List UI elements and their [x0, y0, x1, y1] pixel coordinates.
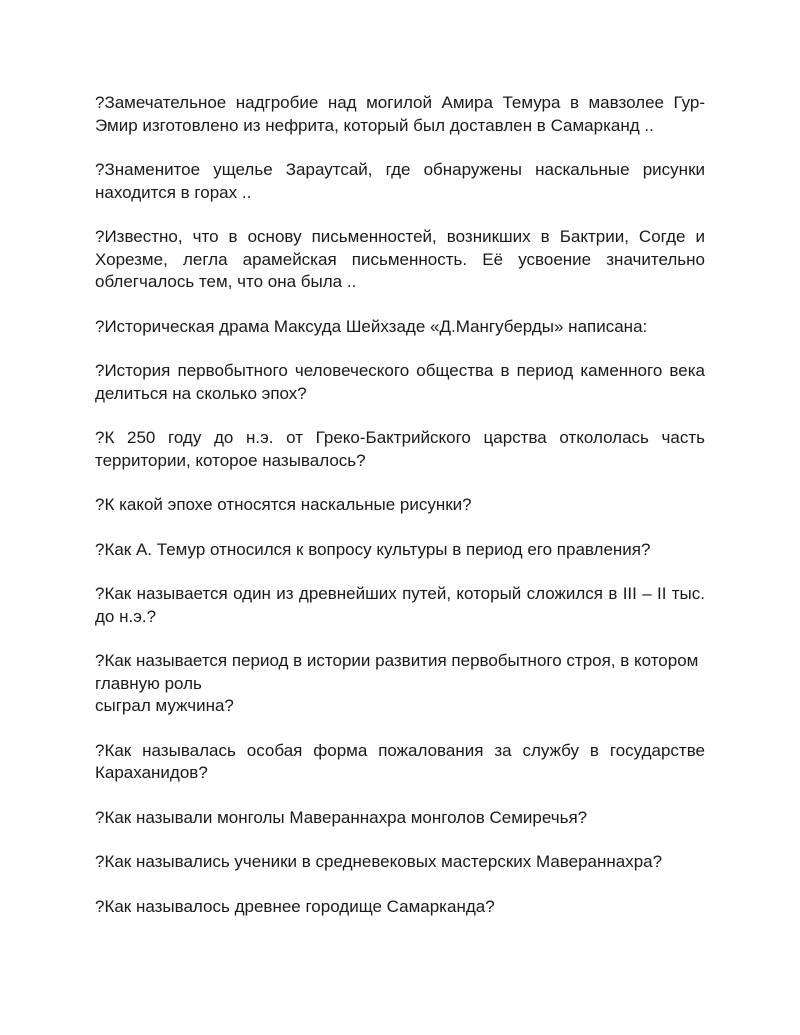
question-item: ?К какой эпохе относятся наскальные рисунки? — [95, 495, 472, 514]
question-item: ?Знаменитое ущелье Зараутсай, где обнаружены наскальные рисунки находится в горах .. — [95, 160, 705, 202]
question-item: ?Известно, что в основу письменностей, возникших в Бактрии, Согде и Хорезме, легла арамейская письменность. Её усвоение значительно облегчалось тем, что она была .. — [95, 227, 705, 291]
question-item: ?Как А. Темур относился к вопросу культуры в период его правления? — [95, 539, 651, 559]
question-item: ?Как называлась особая форма пожалования за службу в государстве Караханидов? — [95, 740, 705, 782]
question-item: ?История первобытного человеческого общества в период каменного века делиться на сколько эпох? — [95, 361, 705, 403]
question-item: ?Замечательное надгробие над могилой Амира Темура в мавзолее Гур-Эмир изготовлено из нефрита, который был доставлен в Самарканд .. — [95, 93, 705, 135]
question-item — [95, 650, 705, 718]
question-line: ?Как называется период в истории развития первобытного строя, в котором главную роль — [95, 651, 699, 693]
question-item: ?Как называется один из древнейших путей, который сложился в III – II тыс. до н.э.? — [95, 584, 705, 626]
question-list — [95, 92, 705, 940]
question-item: ?Как назывались ученики в средневековых мастерских Мавераннахра? — [95, 852, 663, 871]
question-line: сыграл мужчина? — [95, 696, 234, 715]
question-item: ?К 250 году до н.э. от Греко-Бактрийского царства откололась часть территории, которое называлось? — [95, 428, 705, 470]
question-item: ?Как называлось древнее городище Самарканда? — [95, 896, 495, 916]
question-item: ?Как называли монголы Мавераннахра монголов Семиречья? — [95, 807, 588, 827]
question-item: ?Историческая драма Максуда Шейхзаде «Д.Мангуберды» написана: — [95, 316, 648, 336]
